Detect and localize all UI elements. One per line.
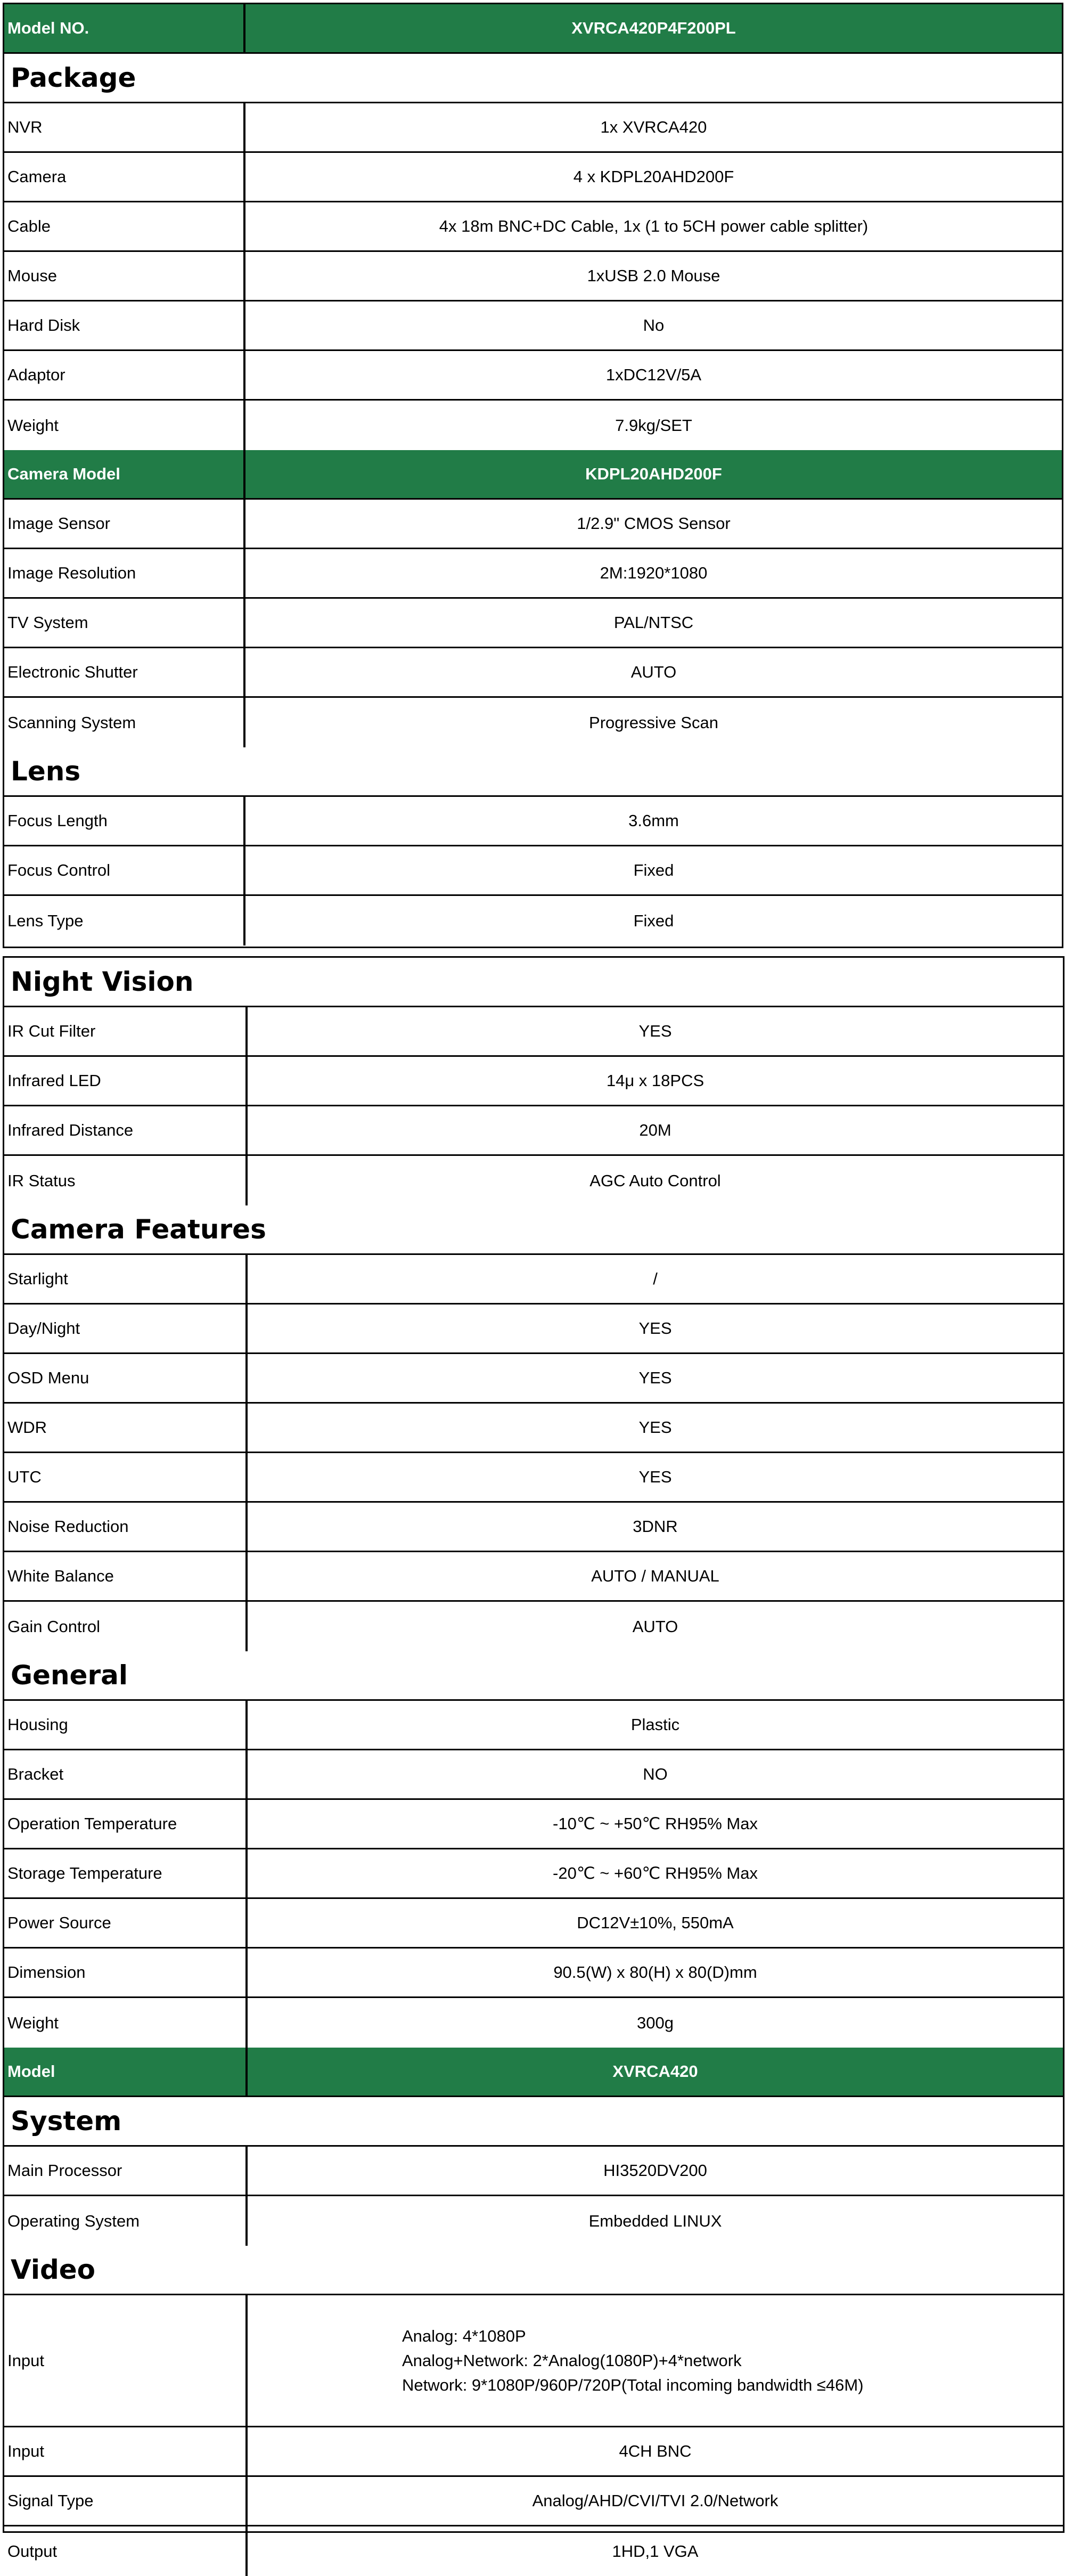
- section-title-night-vision: Night Vision: [4, 958, 1063, 1007]
- row-label: Housing: [4, 1701, 248, 1749]
- spec-row: [4, 2427, 1063, 2477]
- row-value: 1xUSB 2.0 Mouse: [587, 266, 720, 285]
- spec-table-package-camera: [3, 3, 1063, 948]
- section-title-camera-features: Camera Features: [4, 1205, 1063, 1255]
- row-value: YES: [638, 1468, 672, 1486]
- row-value: KDPL20AHD200F: [585, 464, 722, 483]
- row-label: UTC: [4, 1453, 248, 1501]
- spec-row: [4, 698, 1062, 747]
- row-value: 20M: [639, 1121, 671, 1139]
- spec-row: [4, 2526, 1063, 2576]
- row-label: OSD Menu: [4, 1354, 248, 1402]
- video-input-multi-row: [4, 2295, 1063, 2427]
- row-value: Plastic: [630, 1715, 680, 1734]
- video-rows: [4, 2427, 1063, 2576]
- spec-table-features-system: [3, 956, 1064, 2561]
- row-label: Cable: [4, 202, 245, 250]
- row-value: 1x XVRCA420: [600, 118, 707, 136]
- section-title-system: System: [4, 2097, 1063, 2147]
- row-value: 300g: [637, 2013, 674, 2032]
- row-value: No: [643, 316, 665, 335]
- row-label: Operation Temperature: [4, 1800, 248, 1848]
- row-label: Lens Type: [4, 896, 245, 945]
- row-value: 2M:1920*1080: [600, 564, 708, 582]
- section-title-general: General: [4, 1651, 1063, 1701]
- row-value: 3.6mm: [628, 811, 679, 830]
- spec-row: [4, 1057, 1063, 1106]
- row-value: 4 x KDPL20AHD200F: [573, 167, 734, 186]
- value-line: Analog+Network: 2*Analog(1080P)+4*network: [402, 2351, 742, 2370]
- section-title-lens: Lens: [4, 747, 1062, 797]
- row-value: 3DNR: [633, 1517, 678, 1536]
- row-value: YES: [638, 1319, 672, 1338]
- spec-row: [4, 103, 1062, 153]
- spec-row: [4, 1305, 1063, 1354]
- row-label: WDR: [4, 1404, 248, 1452]
- section-title-package: Package: [4, 54, 1062, 103]
- row-value: PAL/NTSC: [613, 613, 694, 632]
- row-value: XVRCA420P4F200PL: [571, 19, 736, 37]
- spec-row: [4, 252, 1062, 301]
- row-value: 4CH BNC: [619, 2442, 692, 2460]
- camera-features-rows: [4, 1255, 1063, 1651]
- row-label: Focus Control: [4, 846, 245, 894]
- spec-row: [4, 1899, 1063, 1949]
- row-label: Storage Temperature: [4, 1849, 248, 1897]
- spec-row: [4, 1701, 1063, 1750]
- row-label: Input: [4, 2295, 248, 2426]
- spec-row: [4, 351, 1062, 401]
- row-label: Dimension: [4, 1949, 248, 1996]
- spec-row: [4, 1503, 1063, 1552]
- row-label: Weight: [4, 1998, 248, 2048]
- spec-row: [4, 1602, 1063, 1651]
- spec-row: [4, 1156, 1063, 1205]
- row-label: Camera Model: [4, 450, 245, 498]
- row-value: 7.9kg/SET: [615, 415, 692, 435]
- spec-row: [4, 1255, 1063, 1305]
- row-label: White Balance: [4, 1552, 248, 1600]
- spec-row: [4, 202, 1062, 252]
- row-value: AGC Auto Control: [589, 1171, 721, 1190]
- spec-row: [4, 549, 1062, 599]
- spec-row: [4, 846, 1062, 896]
- row-label: Bracket: [4, 1750, 248, 1798]
- row-label: Focus Length: [4, 797, 245, 845]
- row-label: Scanning System: [4, 698, 245, 747]
- row-value: /: [653, 1269, 658, 1288]
- row-label: Model NO.: [4, 4, 245, 52]
- model-header-row: [4, 4, 1062, 54]
- nvr-model-header-row: [4, 2048, 1063, 2097]
- row-label: Camera: [4, 153, 245, 201]
- row-label: Model: [4, 2048, 248, 2096]
- row-value: YES: [638, 1418, 672, 1437]
- row-value: 1HD,1 VGA: [612, 2541, 699, 2561]
- row-value: YES: [638, 1368, 672, 1387]
- row-label: TV System: [4, 599, 245, 647]
- row-label: Main Processor: [4, 2147, 248, 2195]
- row-value: 90.5(W) x 80(H) x 80(D)mm: [553, 1963, 757, 1982]
- spec-row: [4, 301, 1062, 351]
- spec-row: [4, 500, 1062, 549]
- row-value: -20℃ ~ +60℃ RH95% Max: [553, 1864, 758, 1882]
- spec-row: [4, 401, 1062, 450]
- row-label: Noise Reduction: [4, 1503, 248, 1551]
- spec-row: [4, 599, 1062, 648]
- row-value: AUTO / MANUAL: [591, 1567, 719, 1585]
- package-rows: [4, 103, 1062, 450]
- spec-row: [4, 1800, 1063, 1849]
- row-value: Fixed: [633, 911, 674, 930]
- camera-model-header-row: [4, 450, 1062, 500]
- row-value-multiline: [248, 2295, 1063, 2426]
- row-label: Mouse: [4, 252, 245, 300]
- row-label: Adaptor: [4, 351, 245, 399]
- row-label: Infrared Distance: [4, 1106, 248, 1154]
- row-value: DC12V±10%, 550mA: [577, 1913, 734, 1932]
- spec-row: [4, 1750, 1063, 1800]
- spec-row: [4, 1949, 1063, 1998]
- section-title-video: Video: [4, 2246, 1063, 2295]
- row-label: Gain Control: [4, 1602, 248, 1651]
- row-value: AUTO: [632, 1617, 678, 1636]
- lens-rows: [4, 797, 1062, 945]
- row-label: Input: [4, 2427, 248, 2475]
- value-line: Network: 9*1080P/960P/720P(Total incoming bandwidth ≤46M): [402, 2375, 864, 2394]
- row-value: Progressive Scan: [589, 713, 718, 732]
- spec-row: [4, 1106, 1063, 1156]
- spec-row: [4, 2477, 1063, 2526]
- row-label: Electronic Shutter: [4, 648, 245, 696]
- row-label: Image Resolution: [4, 549, 245, 597]
- row-value: 1/2.9" CMOS Sensor: [577, 514, 731, 533]
- camera-rows: [4, 500, 1062, 747]
- spec-row: [4, 648, 1062, 698]
- spec-row: [4, 2147, 1063, 2196]
- row-label: Output: [4, 2526, 248, 2576]
- general-rows: [4, 1701, 1063, 2048]
- row-value: 14μ x 18PCS: [606, 1071, 704, 1090]
- row-value: Analog/AHD/CVI/TVI 2.0/Network: [532, 2491, 779, 2510]
- row-value: Embedded LINUX: [588, 2211, 722, 2230]
- row-value: HI3520DV200: [603, 2161, 707, 2180]
- row-value: 1xDC12V/5A: [605, 365, 702, 384]
- spec-row: [4, 2196, 1063, 2246]
- spec-row: [4, 1453, 1063, 1503]
- spec-row: [4, 1354, 1063, 1404]
- system-rows: [4, 2147, 1063, 2246]
- spec-row: [4, 153, 1062, 202]
- row-value: AUTO: [630, 663, 677, 681]
- row-label: NVR: [4, 103, 245, 151]
- row-value: YES: [638, 1022, 672, 1040]
- row-label: Weight: [4, 401, 245, 450]
- spec-row: [4, 1552, 1063, 1602]
- night-vision-rows: [4, 1007, 1063, 1205]
- row-value: NO: [643, 1765, 668, 1783]
- row-label: Signal Type: [4, 2477, 248, 2525]
- row-label: Operating System: [4, 2196, 248, 2246]
- row-label: Starlight: [4, 1255, 248, 1303]
- row-label: IR Status: [4, 1156, 248, 1205]
- spec-row: [4, 797, 1062, 846]
- row-value: 4x 18m BNC+DC Cable, 1x (1 to 5CH power cable splitter): [439, 217, 869, 235]
- row-label: IR Cut Filter: [4, 1007, 248, 1055]
- spec-row: [4, 1998, 1063, 2048]
- row-value: Fixed: [633, 861, 674, 879]
- row-label: Hard Disk: [4, 301, 245, 349]
- spec-row: [4, 1404, 1063, 1453]
- value-line: Analog: 4*1080P: [402, 2326, 526, 2345]
- spec-row: [4, 1849, 1063, 1899]
- row-value: XVRCA420: [612, 2062, 698, 2081]
- row-value: -10℃ ~ +50℃ RH95% Max: [553, 1814, 758, 1833]
- row-label: Day/Night: [4, 1305, 248, 1352]
- row-label: Image Sensor: [4, 500, 245, 548]
- row-label: Infrared LED: [4, 1057, 248, 1105]
- spec-row: [4, 896, 1062, 945]
- row-label: Power Source: [4, 1899, 248, 1947]
- spec-row: [4, 1007, 1063, 1057]
